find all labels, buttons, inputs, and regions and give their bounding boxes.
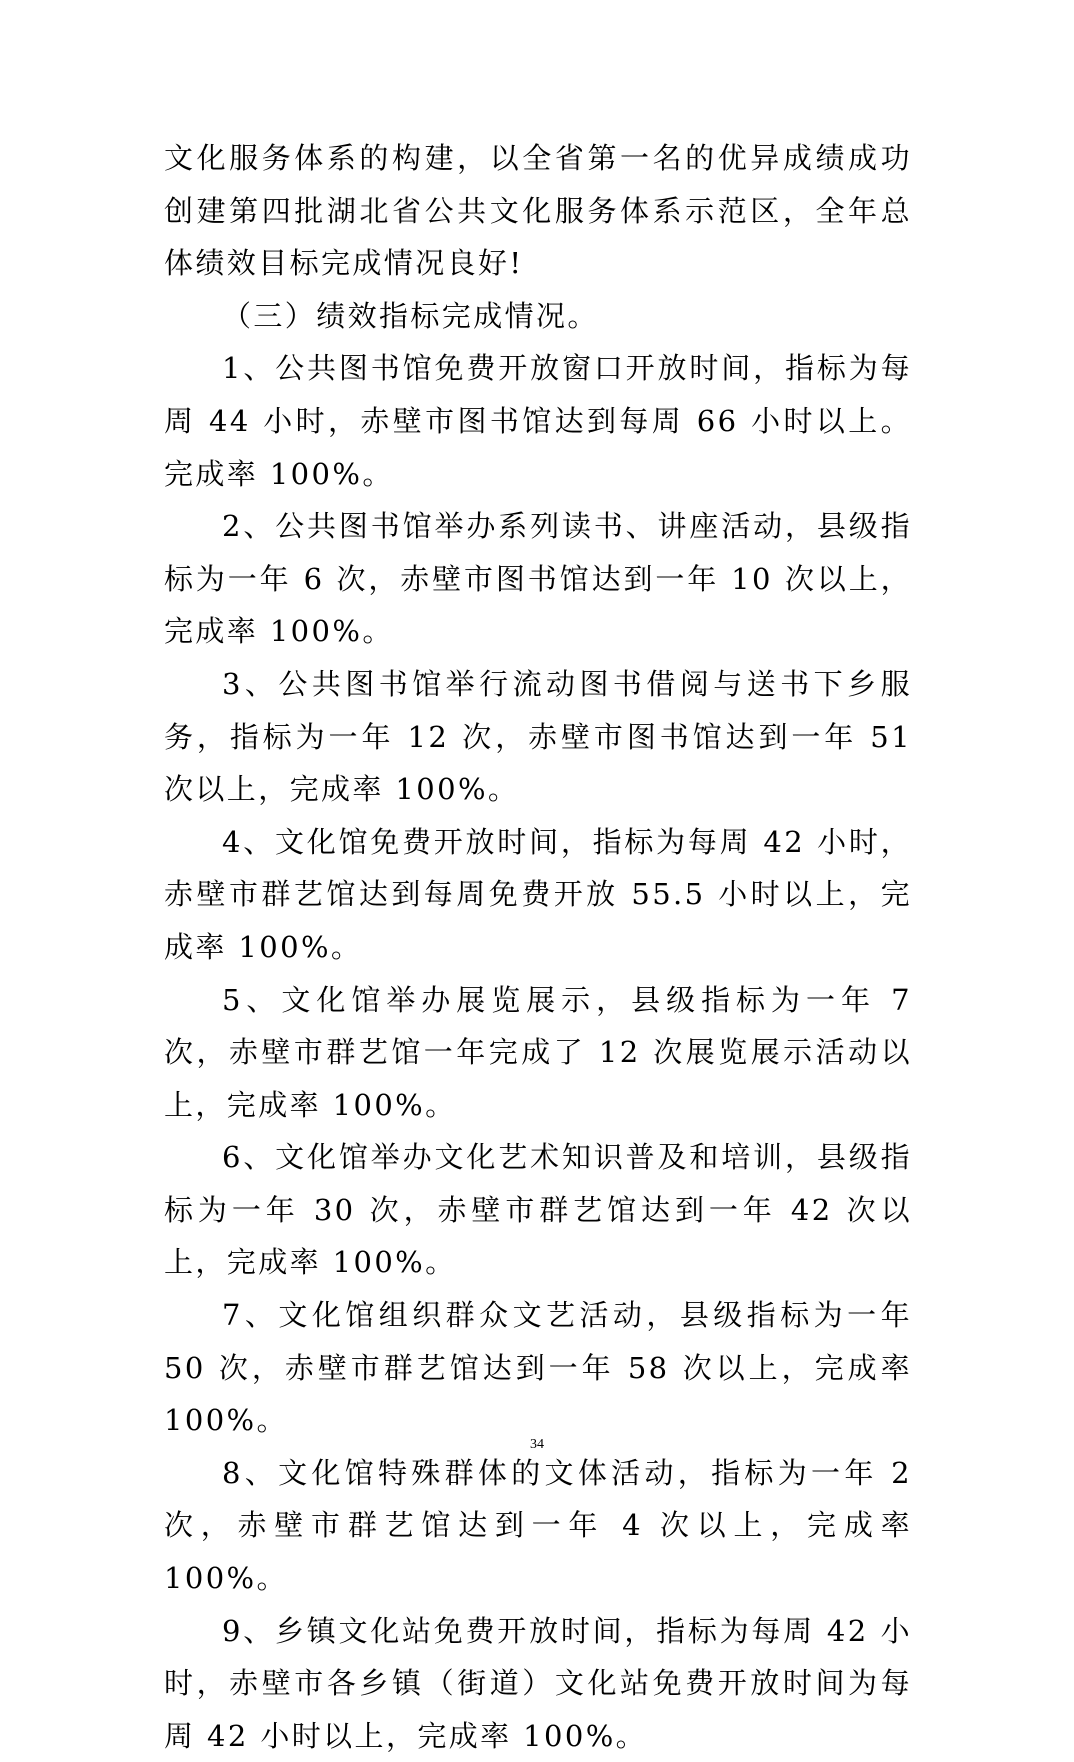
indicator-item-1: 1、公共图书馆免费开放窗口开放时间，指标为每周 44 小时，赤壁市图书馆达到每周 66 小时以上。完成率 100%。 — [164, 351, 912, 491]
paragraph-continuation: 文化服务体系的构建，以全省第一名的优异成绩成功创建第四批湖北省公共文化服务体系示范区，全年总体绩效目标完成情况良好! — [164, 141, 912, 281]
indicator-item-4: 4、文化馆免费开放时间，指标为每周 42 小时，赤壁市群艺馆达到每周免费开放 55.5 小时以上，完成率 100%。 — [164, 824, 912, 964]
page-number: 34 — [530, 1437, 544, 1452]
section-heading: （三）绩效指标完成情况。 — [222, 298, 599, 333]
indicator-item-3: 3、公共图书馆举行流动图书借阅与送书下乡服务，指标为一年 12 次，赤壁市图书馆达到一年 51 次以上，完成率 100%。 — [164, 666, 912, 807]
indicator-item-5: 5、文化馆举办展览展示，县级指标为一年 7 次，赤壁市群艺馆一年完成了 12 次展览展示活动以上，完成率 100%。 — [164, 982, 912, 1122]
indicator-item-7: 7、文化馆组织群众文艺活动，县级指标为一年 50 次，赤壁市群艺馆达到一年 58 次以上，完成率 100%。 — [164, 1298, 912, 1438]
indicator-item-8: 8、文化馆特殊群体的文体活动，指标为一年 2 次，赤壁市群艺馆达到一年 4 次以上，完成率 100%。 — [164, 1455, 912, 1596]
indicator-item-2: 2、公共图书馆举办系列读书、讲座活动，县级指标为一年 6 次，赤壁市图书馆达到一年 10 次以上，完成率 100%。 — [164, 509, 912, 649]
indicator-item-6: 6、文化馆举办文化艺术知识普及和培训，县级指标为一年 30 次，赤壁市群艺馆达到一年 42 次以上，完成率 100%。 — [164, 1140, 912, 1280]
document-body — [164, 132, 912, 1762]
indicator-item-9: 9、乡镇文化站免费开放时间，指标为每周 42 小时，赤壁市各乡镇（街道）文化站免费开放时间为每周 42 小时以上，完成率 100%。 — [164, 1613, 912, 1753]
